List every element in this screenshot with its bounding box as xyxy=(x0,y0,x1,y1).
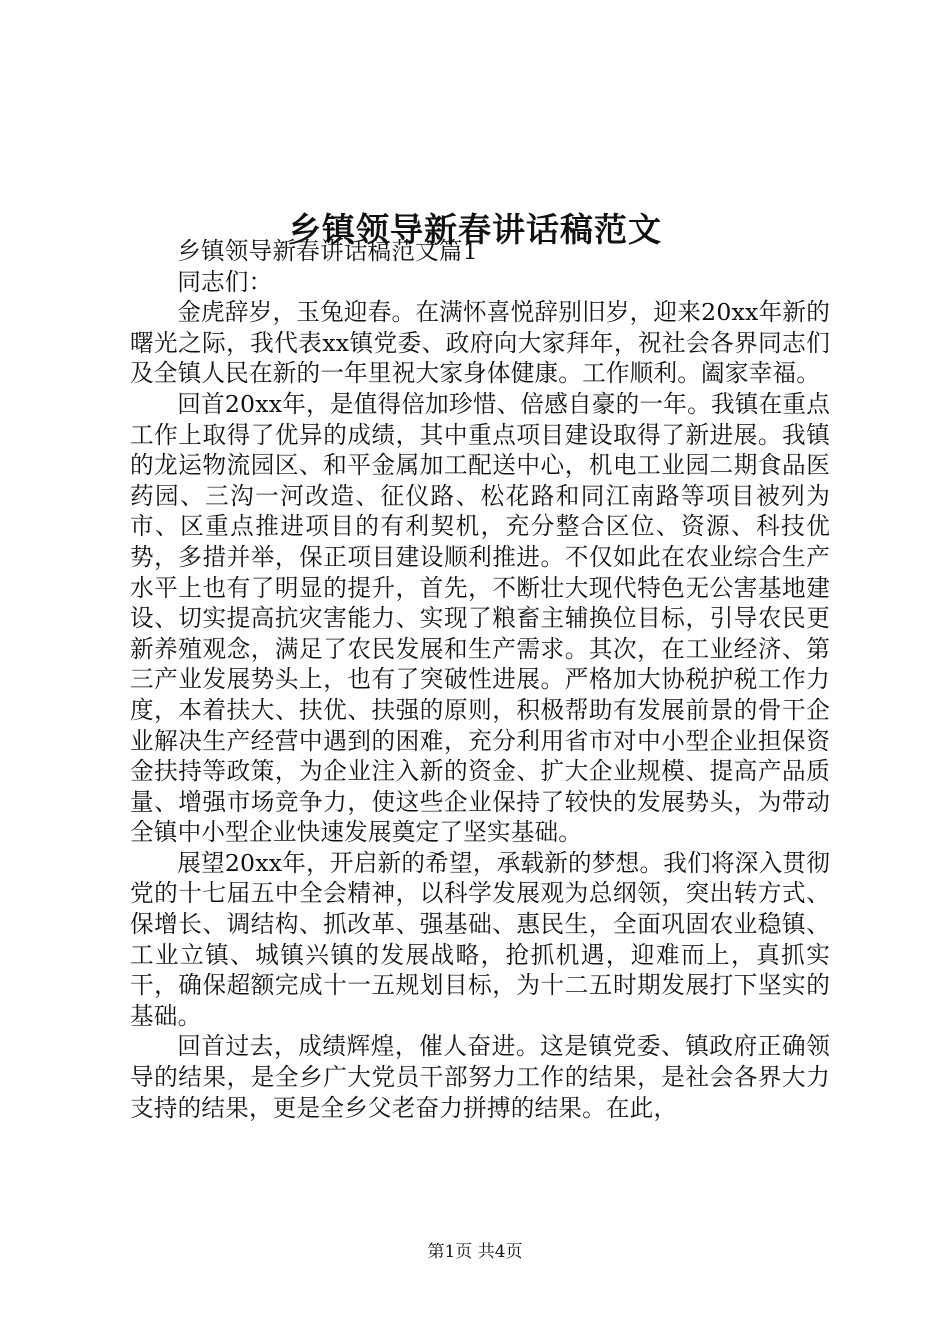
document-title: 乡镇领导新春讲话稿范文 xyxy=(288,210,662,250)
body-paragraph: 展望20xx年，开启新的希望，承载新的梦想。我们将深入贯彻党的十七届五中全会精神，以科学发展观为总纲领，突出转方式、保增长、调结构、抓改革、强基础、惠民生，全面巩固农业稳镇、工业立镇、城镇兴镇的发展战略，抢抓机遇，迎难而上，真抓实干，确保超额完成十一五规划目标，为十二五时期发展打下坚实的基础。 xyxy=(130,848,830,1030)
section-heading: 乡镇领导新春讲话稿范文篇1 xyxy=(177,237,478,265)
document-body xyxy=(130,236,830,1123)
body-paragraph: 金虎辞岁，玉兔迎春。在满怀喜悦辞别旧岁，迎来20xx年新的曙光之际，我代表xx镇党委、政府向大家拜年，祝社会各界同志们及全镇人民在新的一年里祝大家身体健康。工作顺利。阖家幸福。 xyxy=(130,298,830,388)
salutation: 同志们： xyxy=(177,267,273,296)
body-paragraph: 回首20xx年，是值得倍加珍惜、倍感自豪的一年。我镇在重点工作上取得了优异的成绩，其中重点项目建设取得了新进展。我镇的龙运物流园区、和平金属加工配送中心，机电工业园二期食品医药园、三沟一河改造、征仪路、松花路和同江南路等项目被列为市、区重点推进项目的有利契机，充分整合区位、资源、科技优势，多措并举，保正项目建设顺利推进。不仅如此在农业综合生产水平上也有了明显的提升，首先，不断壮大现代特色无公害基地建设、切实提高抗灾害能力、实现了粮畜主辅换位目标，引导农民更新养殖观念，满足了农民发展和生产需求。其次，在工业经济、第三产业发展势头上，也有了突破性进展。严格加大协税护税工作力度，本着扶大、扶优、扶强的原则，积极帮助有发展前景的骨干企业解决生产经营中遇到的困难，充分利用省市对中小型企业担保资金扶持等政策，为企业注入新的资金、扩大企业规模、提高产品质量、增强市场竞争力，使这些企业保持了较快的发展势头，为带动全镇中小型企业快速发展奠定了坚实基础。 xyxy=(130,389,830,847)
page-number-footer: 第1页 共4页 xyxy=(427,1242,523,1262)
body-paragraph: 回首过去，成绩辉煌，催人奋进。这是镇党委、镇政府正确领导的结果，是全乡广大党员干部努力工作的结果，是社会各界大力支持的结果，更是全乡父老奋力拼搏的结果。在此， xyxy=(130,1032,830,1122)
